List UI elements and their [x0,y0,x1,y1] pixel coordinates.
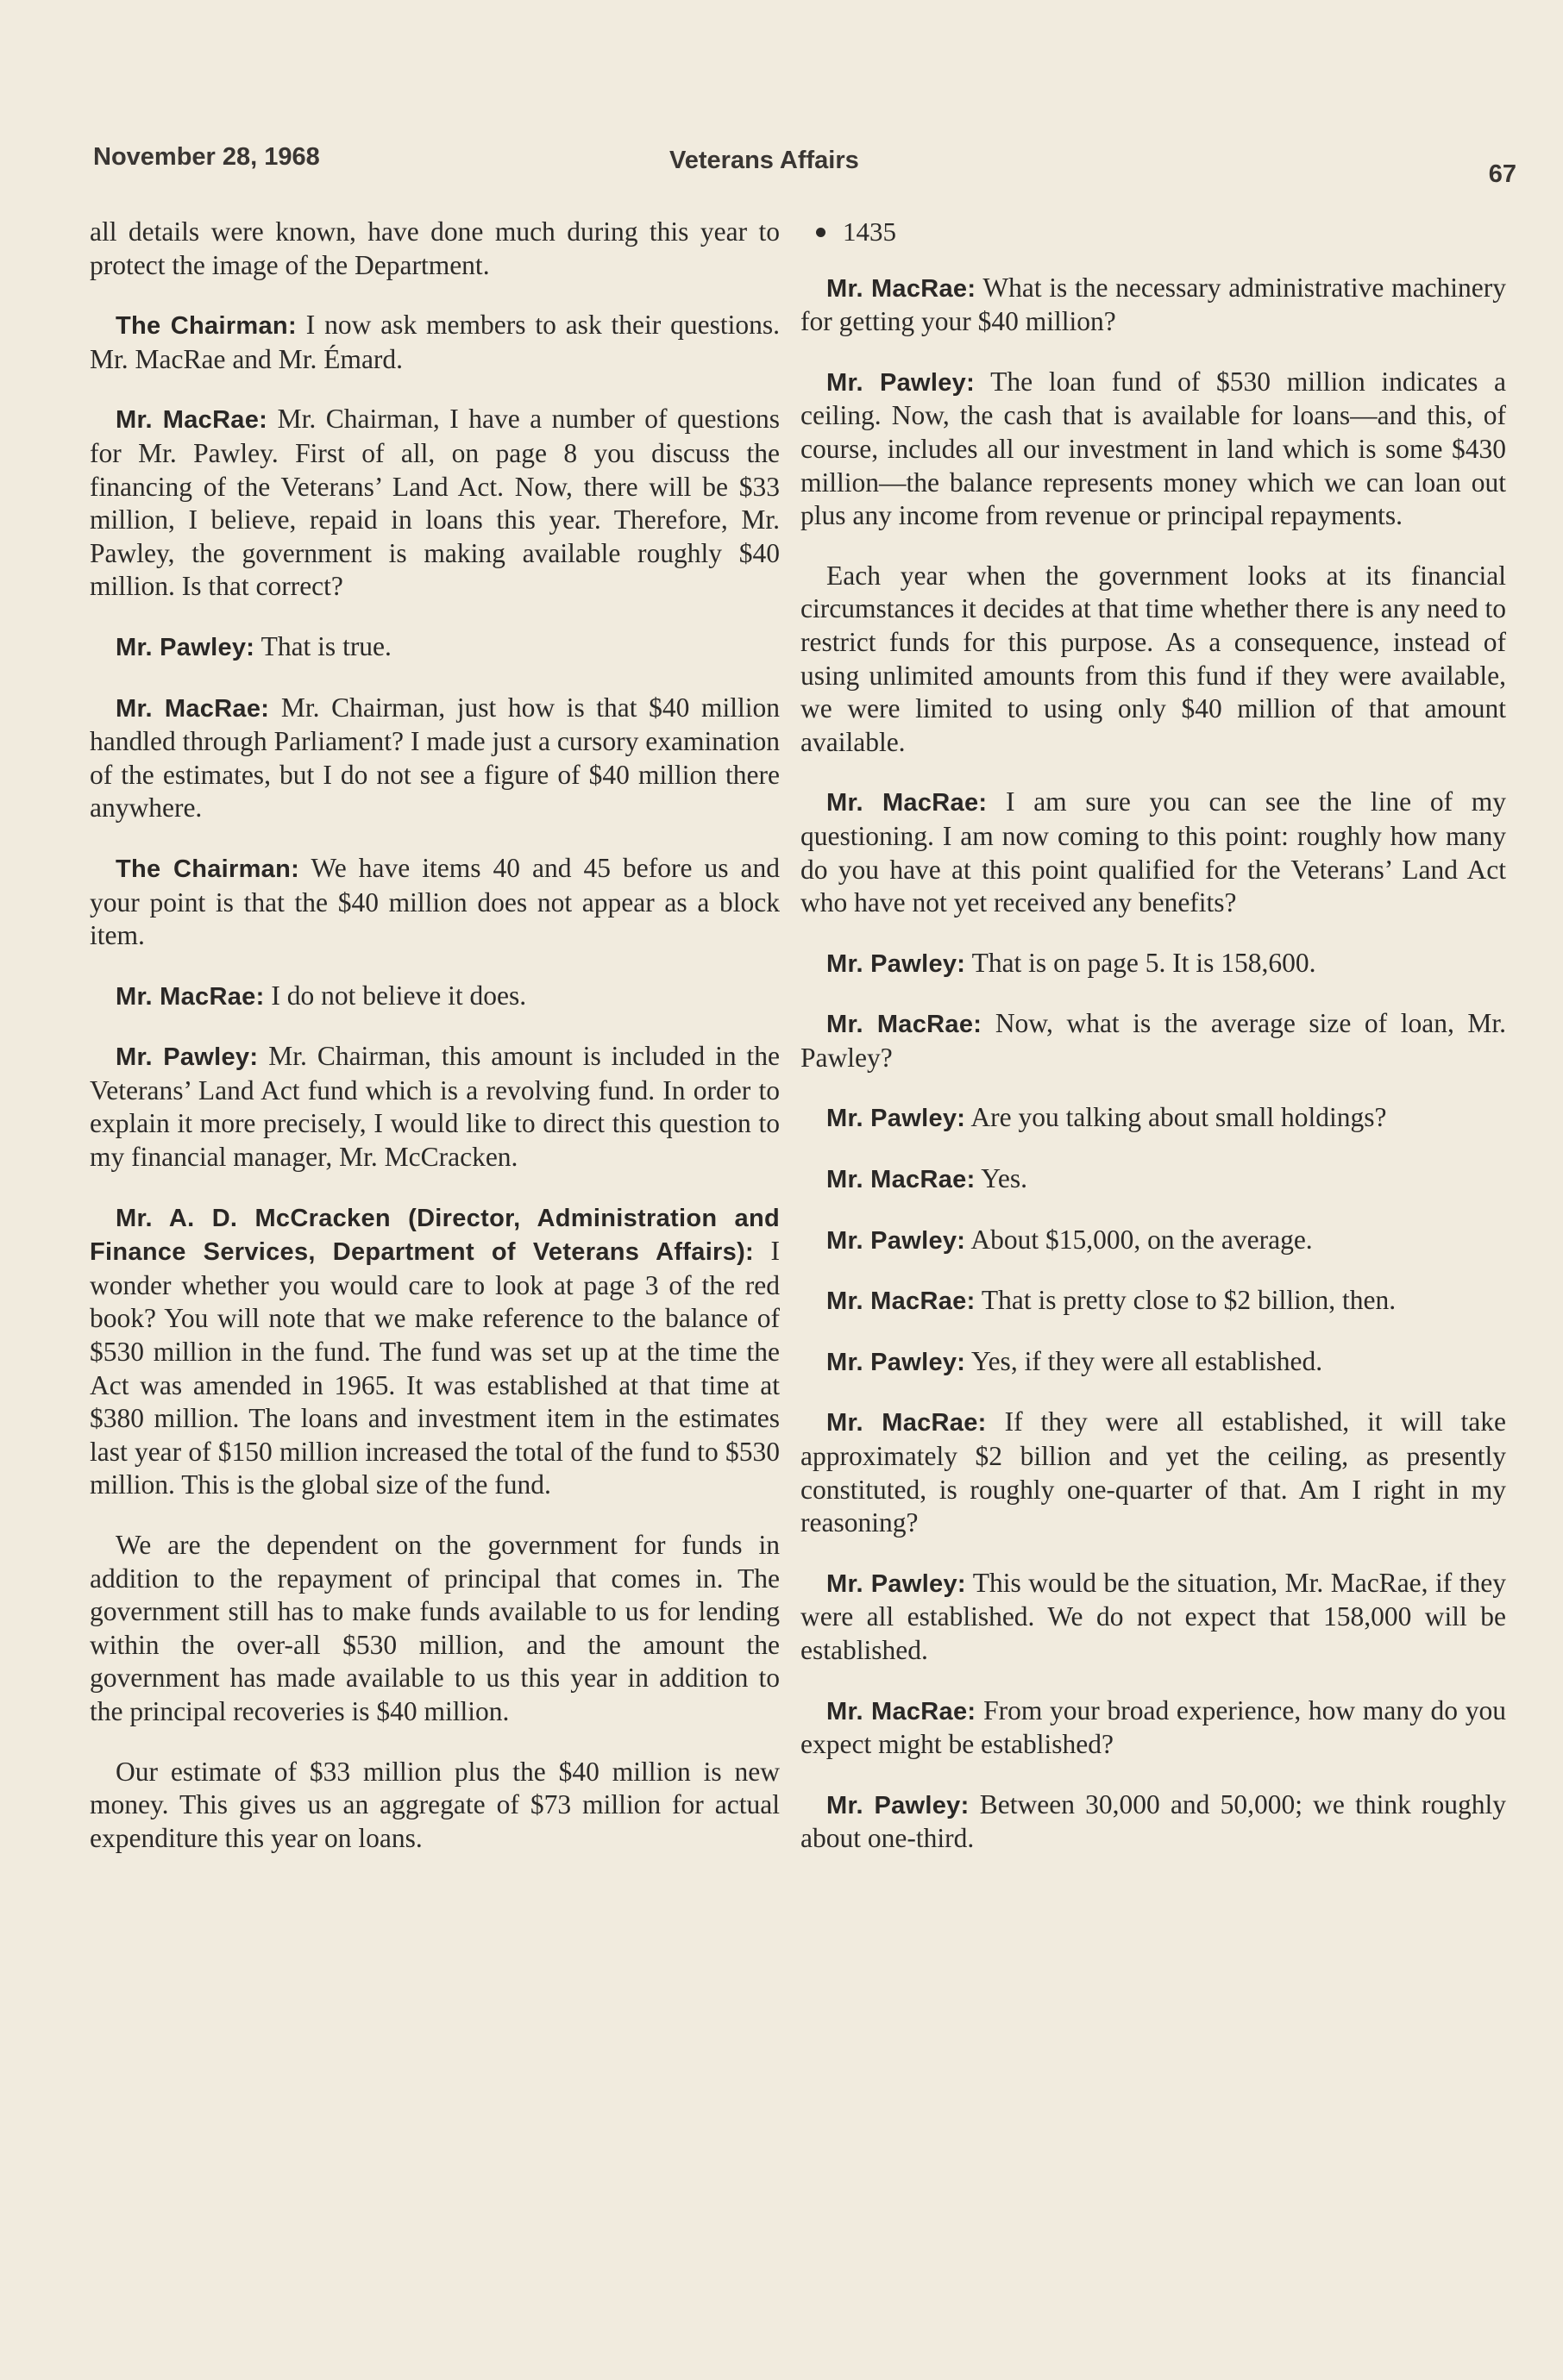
paragraph [800,947,1506,981]
speaker-label: Mr. MacRae: [826,1697,976,1726]
paragraph [800,1788,1506,1856]
paragraph [800,1007,1506,1074]
paragraph-text: That is on page 5. It is 158,600. [971,947,1316,978]
paragraph [90,1201,780,1502]
paragraph-text: This would be the situation, Mr. MacRae, if they were all established. We do not expect that 158,000 will be established. [800,1567,1506,1665]
paragraph-text: I now ask members to ask their questions. Mr. MacRae and Mr. Émard. [90,310,780,374]
paragraph [90,980,780,1014]
bullet-icon [816,228,825,237]
paragraph [90,630,780,665]
speaker-label: Mr. Pawley: [826,1226,966,1255]
speaker-label: The Chairman: [116,855,300,883]
page-header [93,136,1516,188]
paragraph [800,1345,1506,1380]
speaker-label: Mr. MacRae: [116,694,270,723]
speaker-label: Mr. Pawley: [826,1348,966,1376]
paragraph [90,1529,780,1729]
paragraph [800,1162,1506,1197]
paragraph-text: We have items 40 and 45 before us and your point is that the $40 million does not appear as a block item. [90,852,780,951]
paragraph [800,1694,1506,1762]
speaker-label: Mr. Pawley: [116,1043,259,1072]
paragraph [90,216,780,282]
header-title: Veterans Affairs [669,147,859,174]
paragraph-text: If they were all established, it will take approximately $2 billion and yet the ceiling, as presently constituted, is roughly one-quarter of that. Am I right in my reasoning? [800,1406,1507,1538]
paragraph-text: About $15,000, on the average. [970,1224,1313,1255]
speaker-label: Mr. A. D. McCracken (Director, Administration and Finance Services, Department of Veterans Affairs): [90,1204,780,1267]
paragraph [800,1567,1506,1668]
paragraph [800,366,1506,533]
header-page-number: 67 [1488,160,1516,188]
paragraph [800,272,1506,339]
paragraph-text: Mr. Chairman, this amount is included in the Veterans’ Land Act fund which is a revolving fund. In order to explain it more precisely, I would like to direct this question to my financial manager, Mr. McCracken. [90,1041,780,1173]
paragraph-text: That is true. [260,630,392,661]
paragraph [800,786,1506,919]
header-date: November 28, 1968 [93,143,320,171]
right-column [800,216,1506,1882]
paragraph [90,852,780,953]
paragraph [800,1406,1506,1539]
speaker-label: Mr. MacRae: [116,406,268,435]
speaker-label: Mr. MacRae: [826,274,976,303]
paragraph-text: I do not believe it does. [271,980,527,1011]
paragraph-text: I am sure you can see the line of my questioning. I am now coming to this point: roughly how many do you have at this point qualified for the Veterans’ Land Act who have not yet received any benefits? [800,786,1506,918]
speaker-label: Mr. MacRae: [116,982,265,1011]
paragraph-text: What is the necessary administrative machinery for getting your $40 million? [800,272,1507,337]
paragraph-text: Are you talking about small holdings? [970,1102,1387,1133]
paragraph-text: The loan fund of $530 million indicates a ceiling. Now, the cash that is available for loans—and this, of course, includes all our investment in land which is some $430 million—the balance represents money which we can loan out plus any income from revenue or principal repayments. [800,366,1506,531]
paragraph-text: Mr. Chairman, I have a number of questions for Mr. Pawley. First of all, on page 8 you discuss the financing of the Veterans’ Land Act. Now, there will be $33 million, I believe, repaid in loans this year. Therefore, Mr. Pawley, the government is making available roughly $40 million. Is that correct? [90,404,780,602]
paragraph-text: We are the dependent on the government for funds in addition to the repayment of principal that comes in. The government still has to make funds available to us for lending within the over-all $530 million, and the amount the government has made available to us this year in addition to the principal recoveries is $40 million. [90,1530,780,1726]
paragraph [90,1756,780,1856]
speaker-label: Mr. Pawley: [826,368,976,397]
speaker-label: Mr. Pawley: [826,949,966,978]
paragraph [90,309,780,376]
speaker-label: Mr. Pawley: [116,633,255,661]
speaker-label: Mr. Pawley: [826,1105,966,1133]
paragraph-text: Between 30,000 and 50,000; we think roughly about one-third. [800,1788,1506,1854]
time-marker [800,216,1506,249]
paragraph-text: Mr. Chairman, just how is that $40 million handled through Parliament? I made just a cursory examination of the estimates, but I do not see a figure of $40 million there anywhere. [90,692,780,824]
speaker-label: Mr. Pawley: [826,1569,966,1598]
speaker-label: Mr. MacRae: [826,1287,976,1316]
paragraph-text: Yes, if they were all established. [970,1345,1323,1376]
paragraph [90,692,780,825]
paragraph-text: From your broad experience, how many do you expect might be established? [800,1694,1507,1760]
paragraph-text: That is pretty close to $2 billion, then. [981,1285,1397,1316]
paragraph-text: Our estimate of $33 million plus the $40 million is new money. This gives us an aggregate of $73 million for actual expenditure this year on loans. [90,1756,780,1853]
speaker-label: Mr. Pawley: [826,1791,970,1819]
paragraph-text: Yes. [981,1163,1027,1194]
left-column [90,216,780,1882]
paragraph [90,403,780,604]
paragraph [800,1284,1506,1318]
paragraph [800,1101,1506,1136]
paragraph [90,1040,780,1174]
paragraph [800,560,1506,760]
speaker-label: Mr. MacRae: [826,1409,987,1437]
paragraph-text: Now, what is the average size of loan, Mr. Pawley? [800,1008,1507,1073]
paragraph-text: all details were known, have done much during this year to protect the image of the Department. [90,216,780,280]
paragraph-text: I wonder whether you would care to look at page 3 of the red book? You will note that we make reference to the balance of $530 million in the fund. The fund was set up at the time the Act was amended in 1965. It was established at that time at $380 million. The loans and investment item in the estimates last year of $150 million increased the total of the fund to $530 million. This is the global size of the fund. [90,1236,780,1500]
speaker-label: Mr. MacRae: [826,1011,982,1039]
speaker-label: Mr. MacRae: [826,789,988,817]
paragraph-text: Each year when the government looks at its financial circumstances it decides at that time whether there is any need to restrict funds for this purpose. As a consequence, instead of using unlimited amounts from this fund if they were available, we were limited to using only $40 million of that amount available. [800,560,1506,757]
speaker-label: The Chairman: [116,312,297,341]
paragraph [800,1224,1506,1258]
time-marker-text: 1435 [843,216,896,247]
speaker-label: Mr. MacRae: [826,1166,976,1194]
